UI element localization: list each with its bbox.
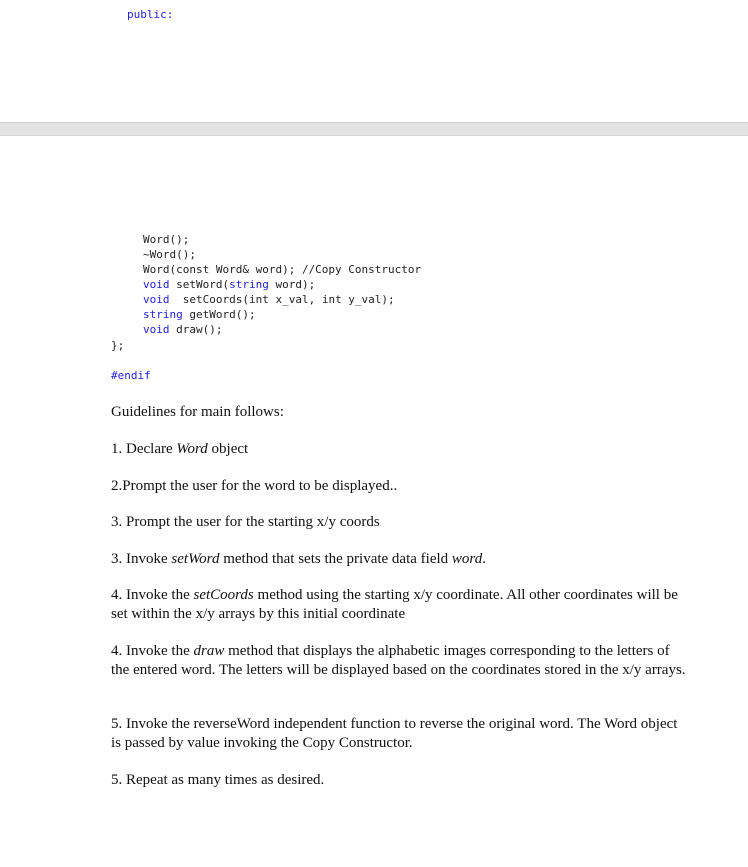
guideline-step-5a: 5. Invoke the reverseWord independent function to reverse the original word. The Word object is passed by value invoking the Copy Constructor. [111,716,678,751]
code-line: void draw(); [143,323,223,336]
guideline-step-3b: 3. Invoke setWord method that sets the private data field word. [111,551,486,567]
guideline-step-4b: 4. Invoke the draw method that displays the alphabetic images corresponding to the letters of the entered word. The letters will be displayed based on the coordinates stored in the x/y arrays. [111,643,686,678]
code-line: void setCoords(int x_val, int y_val); [143,293,395,306]
page-divider [0,122,748,136]
code-public-label: public: [127,8,174,21]
code-line: ~Word(); [143,248,196,261]
code-closing-brace: }; [111,339,125,352]
code-line: void setWord(string word); [143,278,316,291]
code-line: Word(); [143,233,190,246]
guideline-step-4a: 4. Invoke the setCoords method using the starting x/y coordinate. All other coordinates will be set within the x/y arrays by this initial coordinate [111,587,678,622]
code-line: string getWord(); [143,308,256,321]
guideline-step-1: 1. Declare Word object [111,441,249,457]
code-line: Word(const Word& word); //Copy Constructor [143,263,422,276]
guideline-step-5b: 5. Repeat as many times as desired. [111,772,325,788]
guideline-step-2: 2.Prompt the user for the word to be displayed.. [111,478,398,494]
code-method-list [143,232,421,337]
code-endif: #endif [111,369,151,382]
guidelines-heading: Guidelines for main follows: [111,404,284,420]
guideline-step-3a: 3. Prompt the user for the starting x/y coords [111,514,380,530]
